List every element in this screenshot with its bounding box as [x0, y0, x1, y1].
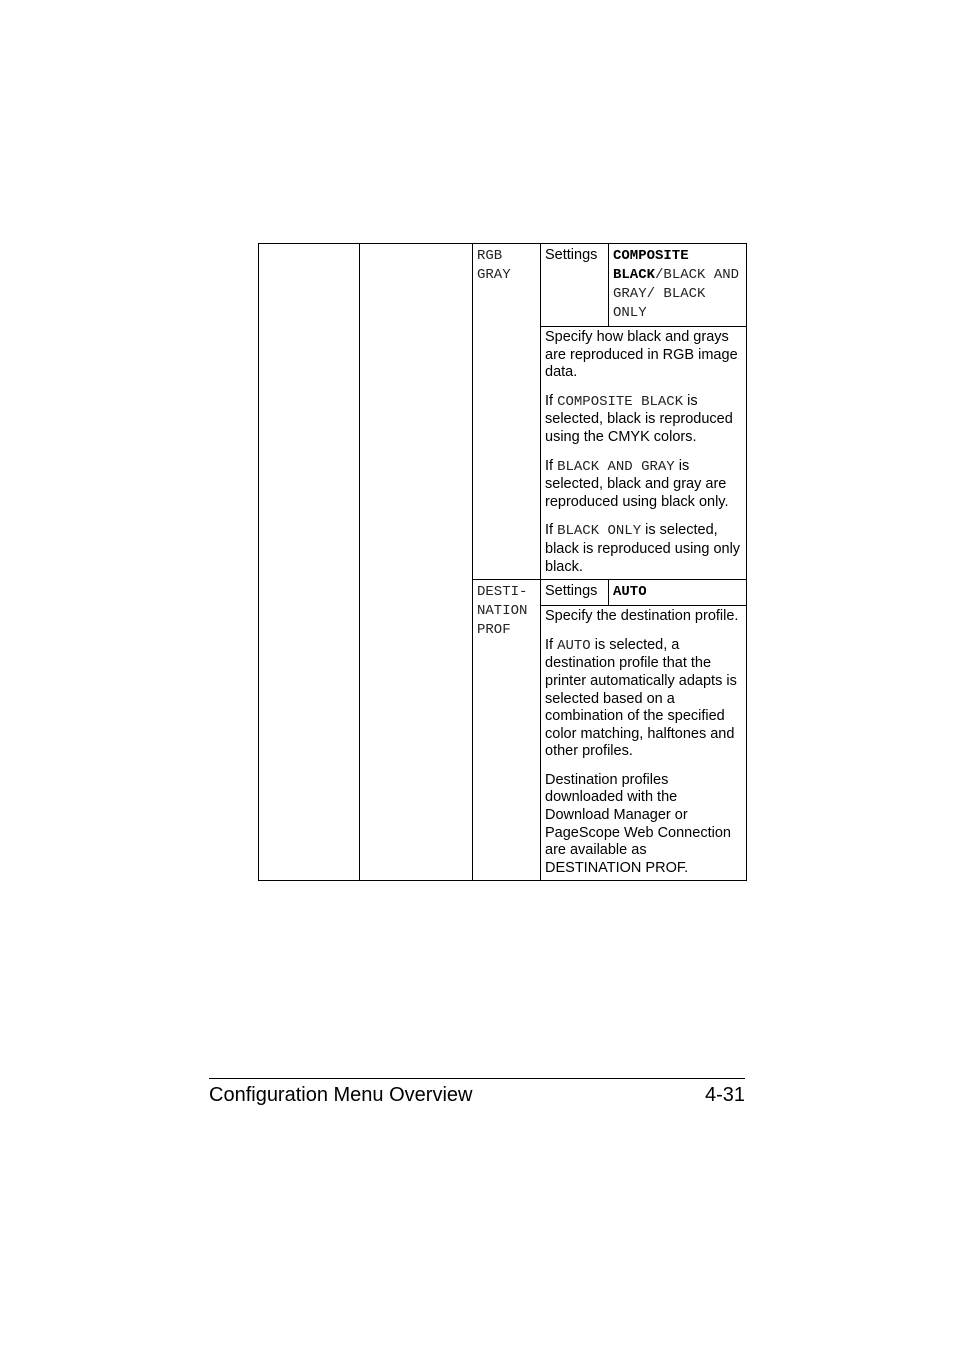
settings-label-cell	[541, 244, 609, 327]
settings-values	[609, 580, 746, 605]
table-row	[259, 244, 747, 327]
description-paragraph: If COMPOSITE BLACK is selected, black is reproduced using the CMYK colors.	[545, 392, 733, 445]
description-paragraph: If AUTO is selected, a destination profile that the printer automatically adapts is selected based on a combination of the specified color matching, halftones and other profiles.	[545, 636, 737, 760]
menu-level-1-cell	[259, 244, 360, 881]
settings-values-cell	[609, 580, 747, 606]
description	[541, 327, 746, 579]
setting-option: BLACK AND GRAY	[613, 267, 740, 302]
description-cell	[541, 327, 747, 580]
description-paragraph: Specify how black and grays are reproduced in RGB image data.	[545, 329, 738, 381]
menu-item-cell	[473, 244, 541, 580]
config-menu-table	[258, 243, 747, 881]
footer-rule	[209, 1078, 745, 1079]
menu-level-2-cell	[360, 244, 473, 881]
description-paragraph: Destination profiles downloaded with the Download Manager or PageScope Web Connection are available as DESTINATION PROF.	[545, 771, 731, 876]
description	[541, 606, 746, 880]
settings-label: Settings	[545, 247, 598, 263]
settings-values-cell	[609, 244, 747, 327]
settings-label-cell	[541, 580, 609, 606]
settings-values: COMPOSITE BLACK/BLACK AND GRAY/ BLACK ONLY	[613, 248, 740, 321]
description-paragraph: Specify the destination profile.	[545, 608, 739, 625]
description-paragraph: If BLACK ONLY is selected, black is reproduced using only black.	[545, 522, 741, 575]
menu-item-name: RGB GRAY	[477, 248, 511, 283]
description-paragraph: If BLACK AND GRAY is selected, black and gray are reproduced using black only.	[545, 457, 729, 510]
setting-option: BLACK ONLY	[613, 286, 706, 321]
default-setting: COMPOSITE BLACK	[613, 248, 689, 283]
menu-item-name: DESTI- NATION PROF	[477, 584, 528, 639]
page-number: 4-31	[704, 1084, 745, 1106]
settings-label: Settings	[545, 583, 598, 600]
footer-title: Configuration Menu Overview	[209, 1084, 473, 1106]
menu-item-cell	[473, 580, 541, 881]
description-cell	[541, 606, 747, 881]
default-setting: AUTO	[613, 584, 647, 601]
